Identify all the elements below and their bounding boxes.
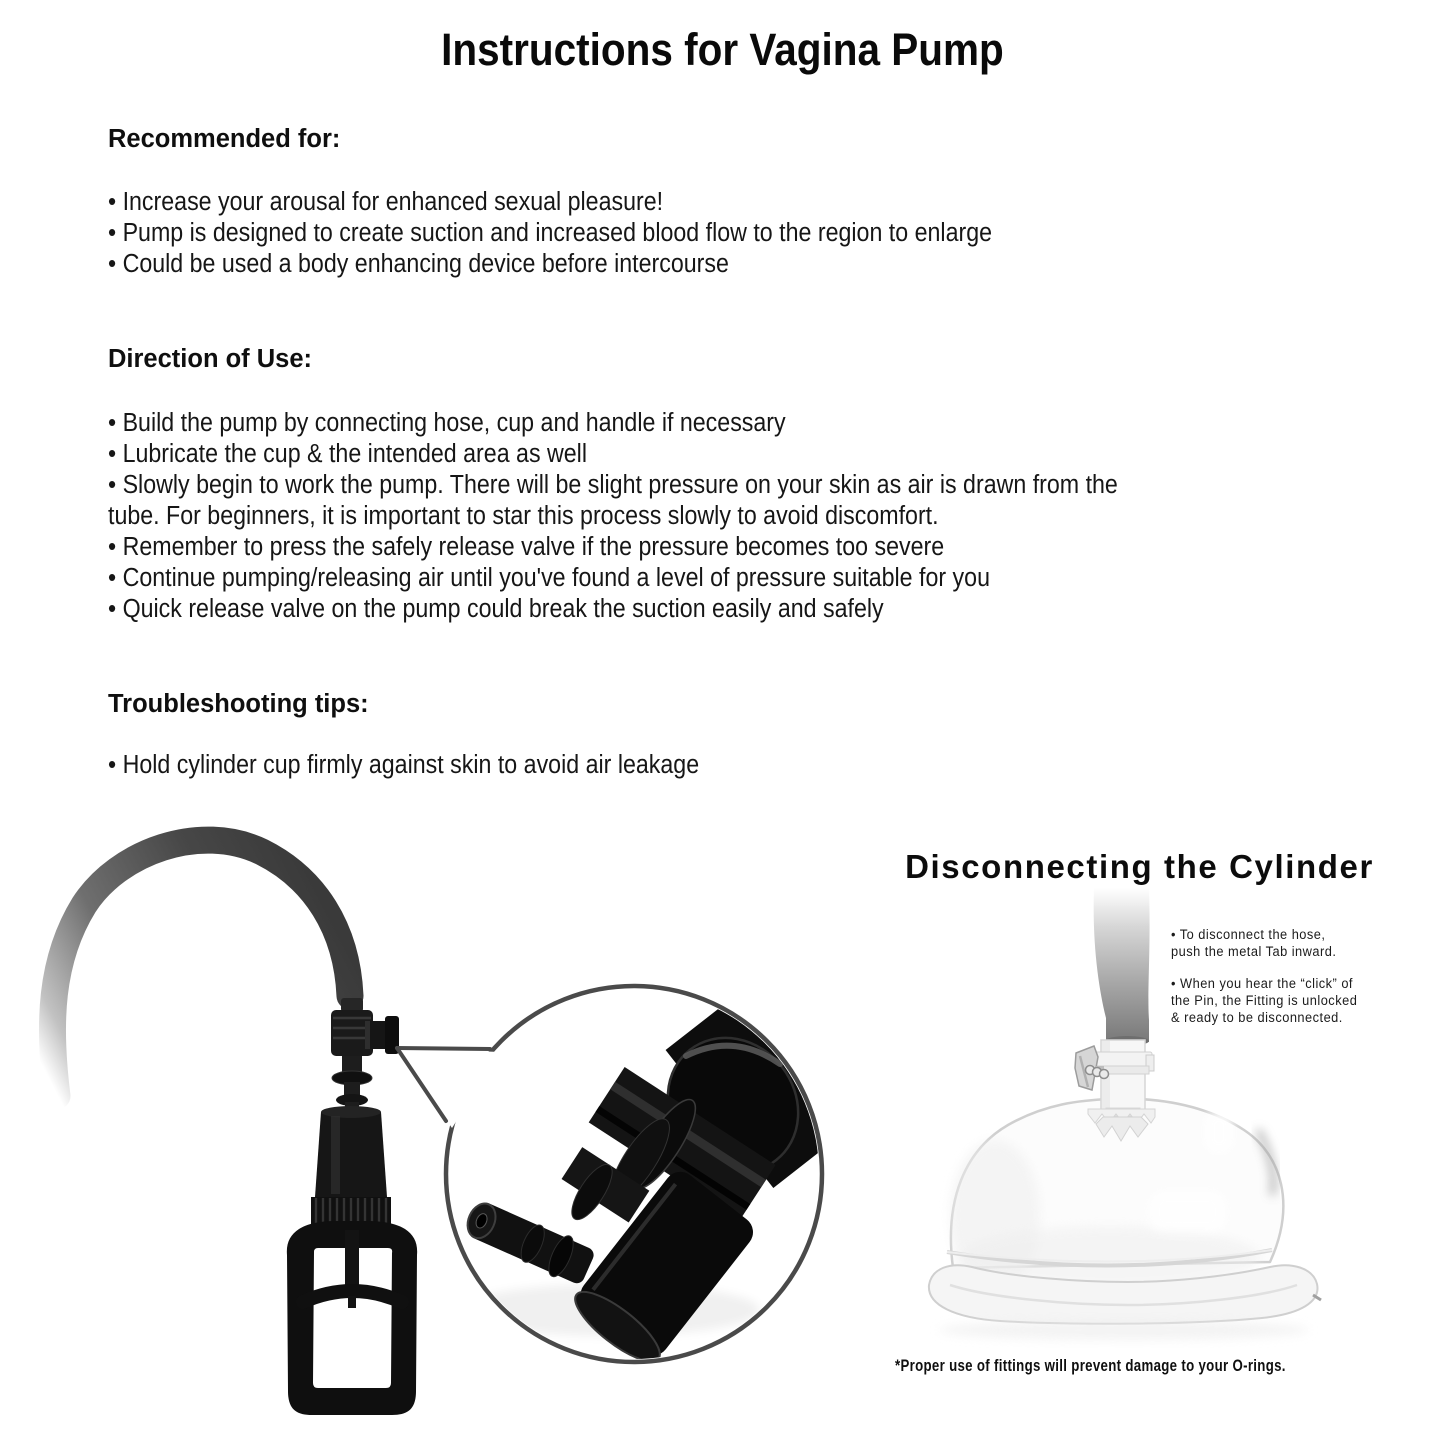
diagram-heading: Disconnecting the Cylinder bbox=[905, 848, 1374, 885]
bullet-line: • Quick release valve on the pump could break the suction easily and safely bbox=[108, 595, 884, 623]
troubleshooting-list bbox=[108, 750, 758, 781]
note-line: • To disconnect the hose, bbox=[1171, 927, 1326, 942]
note-line: the Pin, the Fitting is unlocked bbox=[1171, 993, 1358, 1008]
section-heading-directions: Direction of Use: bbox=[108, 345, 313, 373]
pump-cylinder bbox=[315, 1106, 387, 1197]
cup-hose bbox=[1094, 888, 1150, 1042]
bullet-line: • Lubricate the cup & the intended area as well bbox=[108, 440, 587, 468]
magnifier-bubble bbox=[397, 872, 1002, 1373]
bullet-line: • Could be used a body enhancing device before intercourse bbox=[108, 250, 729, 278]
pump-figure bbox=[52, 840, 417, 1415]
diagram-notes bbox=[1171, 926, 1367, 1041]
bullet-line: • Continue pumping/releasing air until you've found a level of pressure suitable for you bbox=[108, 564, 990, 592]
pump-hose bbox=[52, 840, 350, 1096]
page-title: Instructions for Vagina Pump bbox=[441, 24, 1004, 75]
section-heading-recommended: Recommended for: bbox=[108, 125, 341, 153]
diagram-note bbox=[1171, 926, 1357, 960]
bullet-line: • Increase your arousal for enhanced sexual pleasure! bbox=[108, 188, 664, 216]
note-line: push the metal Tab inward. bbox=[1171, 944, 1337, 959]
bullet-line: • Hold cylinder cup firmly against skin to avoid air leakage bbox=[108, 751, 700, 779]
release-valve bbox=[331, 998, 399, 1112]
bullet-line: • Remember to press the safely release valve if the pressure becomes too severe bbox=[108, 533, 945, 561]
note-line: & ready to be disconnected. bbox=[1171, 1010, 1343, 1025]
bullet-line: • Pump is designed to create suction and increased blood flow to the region to enlarge bbox=[108, 219, 993, 247]
bullet-line: • Build the pump by connecting hose, cup and handle if necessary bbox=[108, 409, 786, 437]
bullet-line-continuation: tube. For beginners, it is important to star this process slowly to avoid discomfort. bbox=[108, 502, 939, 530]
diagram-note bbox=[1171, 975, 1357, 1026]
directions-list bbox=[108, 408, 1218, 625]
section-heading-troubleshooting: Troubleshooting tips: bbox=[108, 690, 369, 718]
diagram-caption: *Proper use of fittings will prevent damage to your O-rings. bbox=[895, 1356, 1286, 1375]
recommended-list bbox=[108, 187, 1079, 280]
bullet-line: • Slowly begin to work the pump. There will be slight pressure on your skin as air is drawn from the bbox=[108, 471, 1118, 499]
note-line: • When you hear the “click” of bbox=[1171, 976, 1353, 991]
